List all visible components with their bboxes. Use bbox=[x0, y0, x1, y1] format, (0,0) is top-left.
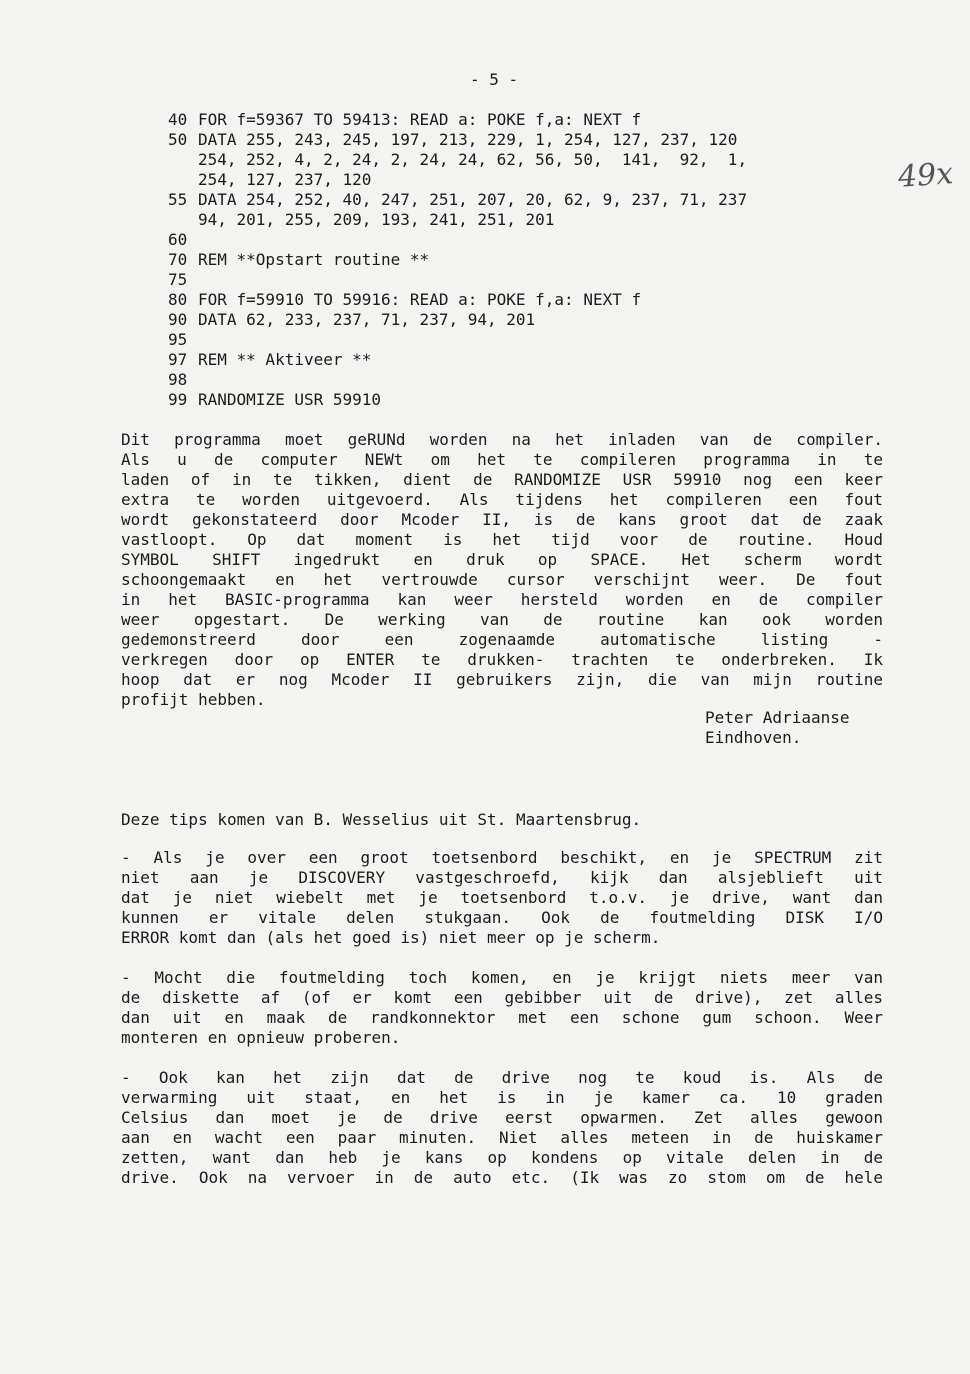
line-number: 97 bbox=[168, 350, 188, 369]
text-line: gedemonstreerd door een zogenaamde automatische listing - bbox=[121, 630, 883, 649]
text-line: schoongemaakt en het vertrouwde cursor verschijnt weer. De fout bbox=[121, 570, 883, 589]
text-line: - Als je over een groot toetsenbord beschikt, en je SPECTRUM zit bbox=[121, 848, 883, 867]
code-line bbox=[168, 190, 747, 210]
text-line: ERROR komt dan (als het goed is) niet meer op je scherm. bbox=[121, 928, 661, 947]
line-text: FOR f=59910 TO 59916: READ a: POKE f,a: NEXT f bbox=[198, 290, 642, 309]
text-line: niet aan je DISCOVERY vastgeschroefd, kijk dan alsjeblieft uit bbox=[121, 868, 883, 887]
code-line bbox=[168, 230, 198, 250]
line-number: 40 bbox=[168, 110, 188, 129]
line-text: 254, 252, 4, 2, 24, 2, 24, 24, 62, 56, 50, 141, 92, 1, bbox=[198, 150, 748, 169]
line-text: REM **Opstart routine ** bbox=[198, 250, 430, 269]
line-number: 80 bbox=[168, 290, 188, 309]
code-line bbox=[168, 350, 371, 370]
text-line: hoop dat er nog Mcoder II gebruikers zijn, die van mijn routine bbox=[121, 670, 883, 689]
line-text: DATA 62, 233, 237, 71, 237, 94, 201 bbox=[198, 310, 536, 329]
text-line: laden of in te tikken, dient de RANDOMIZE USR 59910 nog een keer bbox=[121, 470, 883, 489]
text-line: vastloopt. Op dat moment is het tijd voor de routine. Houd bbox=[121, 530, 883, 549]
text-line: de diskette af (of er komt een gebibber uit de drive), zet alles bbox=[121, 988, 883, 1007]
code-line bbox=[168, 170, 371, 190]
code-line bbox=[168, 210, 554, 230]
line-number: 98 bbox=[168, 370, 188, 389]
text-line: in het BASIC-programma kan weer hersteld worden en de compiler bbox=[121, 590, 883, 609]
line-text: REM ** Aktiveer ** bbox=[198, 350, 372, 369]
text-line: aan en wacht een paar minuten. Niet alles meteen in de huiskamer bbox=[121, 1128, 883, 1147]
code-line bbox=[168, 110, 641, 130]
line-number: 50 bbox=[168, 130, 188, 149]
code-line bbox=[168, 130, 737, 150]
code-line bbox=[168, 250, 429, 270]
code-line bbox=[168, 270, 198, 290]
code-line bbox=[168, 150, 747, 170]
text-line: verkregen door op ENTER te drukken- trachten te onderbreken. Ik bbox=[121, 650, 883, 669]
code-line bbox=[168, 330, 198, 350]
line-number: 75 bbox=[168, 270, 188, 289]
tips-heading: Deze tips komen van B. Wesselius uit St. Maartensbrug. bbox=[121, 810, 642, 829]
code-line bbox=[168, 310, 535, 330]
text-line: - Ook kan het zijn dat de drive nog te koud is. Als de bbox=[121, 1068, 883, 1087]
line-text: 94, 201, 255, 209, 193, 241, 251, 201 bbox=[198, 210, 555, 229]
line-text: 254, 127, 237, 120 bbox=[198, 170, 372, 189]
text-line: Dit programma moet geRUNd worden na het inladen van de compiler. bbox=[121, 430, 883, 449]
page-number: - 5 - bbox=[470, 70, 519, 89]
signature-name: Peter Adriaanse bbox=[705, 708, 850, 727]
line-number: 70 bbox=[168, 250, 188, 269]
text-line: kunnen er vitale delen stukgaan. Ook de foutmelding DISK I/O bbox=[121, 908, 883, 927]
text-line: profijt hebben. bbox=[121, 690, 266, 709]
text-line: Als u de computer NEWt om het te compileren programma in te bbox=[121, 450, 883, 469]
code-line bbox=[168, 390, 381, 410]
text-line: SYMBOL SHIFT ingedrukt en druk op SPACE. Het scherm wordt bbox=[121, 550, 883, 569]
text-line: drive. Ook na vervoer in de auto etc. (Ik was zo stom om de hele bbox=[121, 1168, 883, 1187]
line-number: 90 bbox=[168, 310, 188, 329]
text-line: monteren en opnieuw proberen. bbox=[121, 1028, 401, 1047]
text-line: verwarming uit staat, en het is in je kamer ca. 10 graden bbox=[121, 1088, 883, 1107]
code-line bbox=[168, 370, 198, 390]
line-number: 60 bbox=[168, 230, 188, 249]
line-text: RANDOMIZE USR 59910 bbox=[198, 390, 382, 409]
text-line: weer opgestart. De werking van de routine kan ook worden bbox=[121, 610, 883, 629]
text-line: zetten, want dan heb je kans op kondens op vitale delen in de bbox=[121, 1148, 883, 1167]
text-line: wordt gekonstateerd door Mcoder II, is de kans groot dat de zaak bbox=[121, 510, 883, 529]
text-line: Celsius dan moet je de drive eerst opwarmen. Zet alles gewoon bbox=[121, 1108, 883, 1127]
line-number: 55 bbox=[168, 190, 188, 209]
line-text: DATA 255, 243, 245, 197, 213, 229, 1, 254, 127, 237, 120 bbox=[198, 130, 738, 149]
line-number: 99 bbox=[168, 390, 188, 409]
text-line: extra te worden uitgevoerd. Als tijdens het compileren een fout bbox=[121, 490, 883, 509]
line-text: FOR f=59367 TO 59413: READ a: POKE f,a: NEXT f bbox=[198, 110, 642, 129]
text-line: dan uit en maak de randkonnektor met een schone gum schoon. Weer bbox=[121, 1008, 883, 1027]
line-number: 95 bbox=[168, 330, 188, 349]
text-line: dat je niet wiebelt met je toetsenbord t.o.v. je drive, want dan bbox=[121, 888, 883, 907]
text-line: - Mocht die foutmelding toch komen, en je krijgt niets meer van bbox=[121, 968, 883, 987]
signature-city: Eindhoven. bbox=[705, 728, 802, 747]
line-text: DATA 254, 252, 40, 247, 251, 207, 20, 62, 9, 237, 71, 237 bbox=[198, 190, 748, 209]
code-line bbox=[168, 290, 641, 310]
handwritten-note: 49x bbox=[896, 156, 955, 195]
